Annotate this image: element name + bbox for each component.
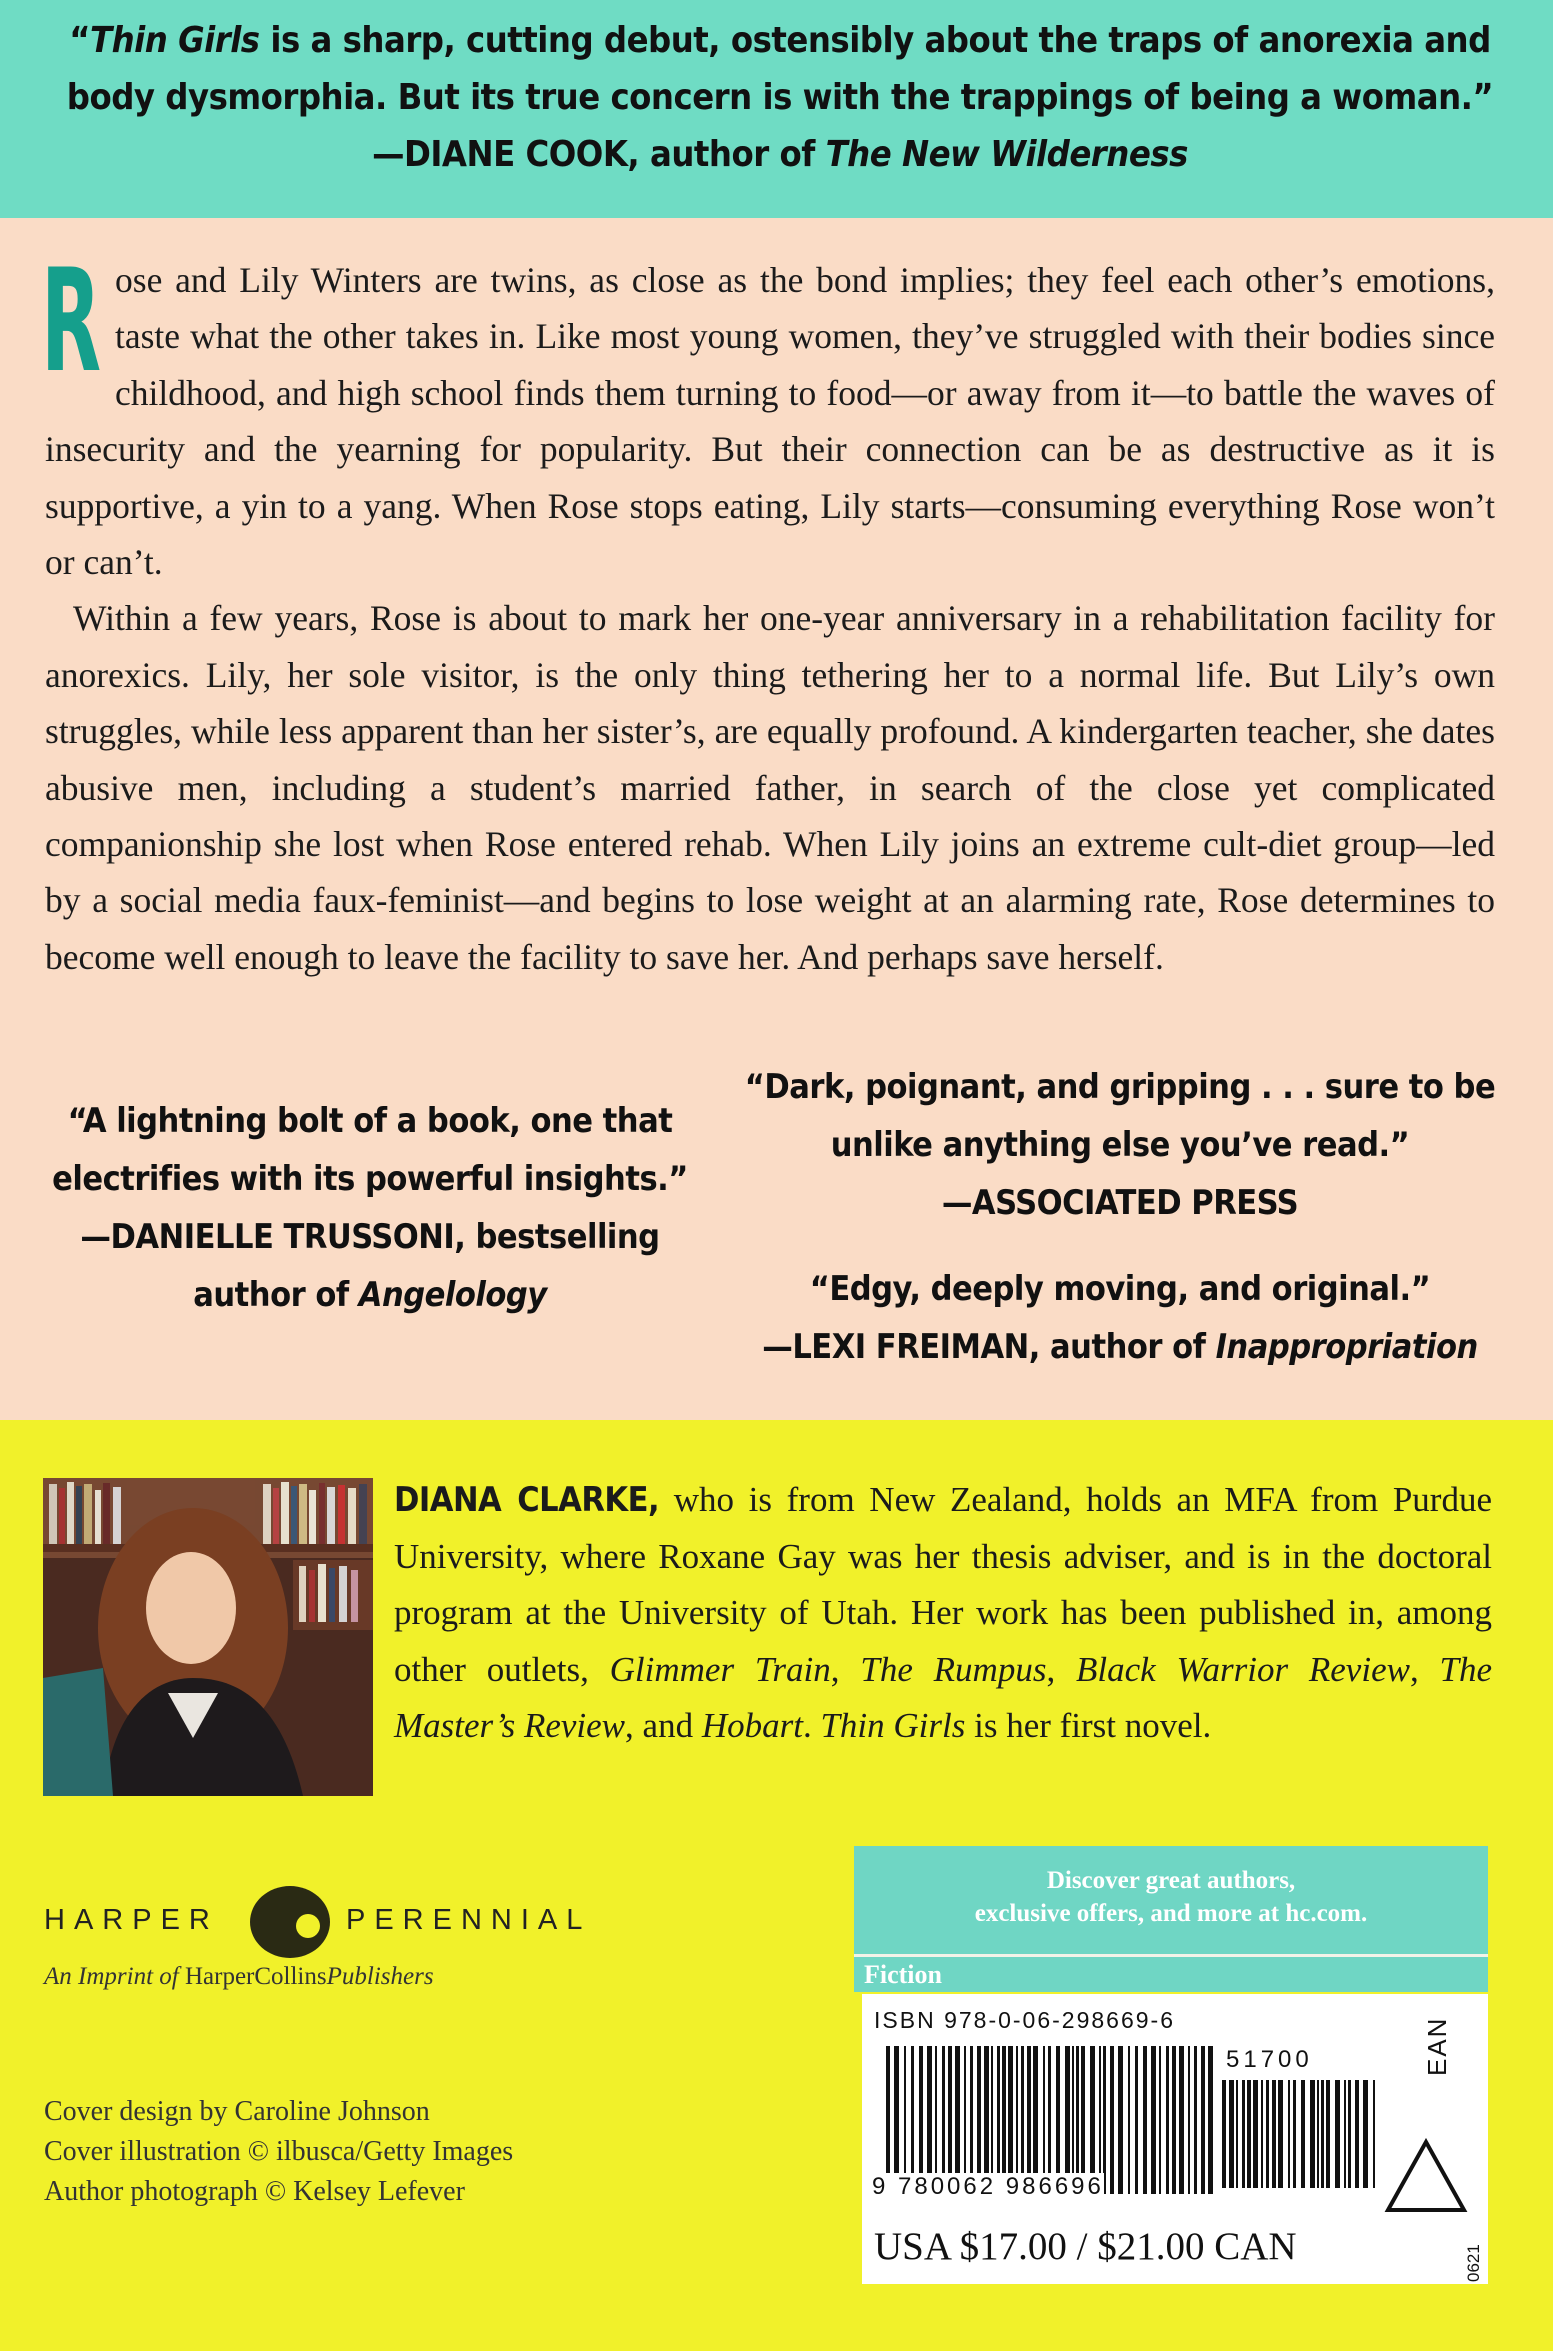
barcode-bar: [997, 2046, 1000, 2194]
quote-text: “A lightning bolt of a book, one that electrifies with its powerful insights.”: [52, 1101, 688, 1199]
author-name: DIANA CLARKE,: [394, 1480, 660, 1520]
author-photo-illustration: [43, 1478, 373, 1796]
barcode-digits: 9 780062 986696: [872, 2173, 1104, 2200]
barcode-bar: [1103, 2046, 1106, 2194]
barcode-bar: [1027, 2046, 1031, 2194]
barcode-bar: [1355, 2080, 1359, 2188]
quote-text: “Edgy, deeply moving, and original.”: [809, 1269, 1431, 1309]
price-text: USA $17.00 / $21.00 CAN: [874, 2225, 1297, 2268]
barcode-bar: [911, 2046, 914, 2194]
book-title: Thin Girls: [820, 1706, 966, 1745]
paragraph-1-text: ose and Lily Winters are twins, as close as the bond implies; they feel each other’s emotions, taste what the other takes in. Like most young women, they’ve struggled with their bodies since childhood, and high school finds them turning to food—or away from it—to battle the waves of insecurity and the yearning for popularity. But their connection can be as destructive as it is supportive, a yin to a yang. When Rose stops eating, Lily starts—consuming everything Rose won’t or can’t.: [45, 260, 1495, 583]
logo-word-harper: HARPER: [44, 1904, 219, 1936]
barcode-bar: [1363, 2080, 1368, 2188]
author-photo: [43, 1478, 373, 1796]
bio-text: is her first novel.: [965, 1706, 1212, 1745]
bio-separator: , and: [625, 1706, 702, 1745]
barcode-bar: [1135, 2046, 1138, 2194]
review-quote-freiman: [740, 1260, 1500, 1376]
perennial-seed-icon: [250, 1882, 334, 1960]
quote-attribution: —LEXI FREIMAN, author of: [762, 1327, 1216, 1367]
barcode-bar: [1179, 2046, 1184, 2194]
author-bio: [394, 1472, 1492, 1755]
imprint-publisher: HarperCollins: [184, 1963, 327, 1990]
drop-cap: R: [41, 239, 102, 404]
cover-credits: [44, 2092, 513, 2212]
isbn-barcode: [884, 2046, 1214, 2194]
barcode-bar: [1310, 2080, 1315, 2188]
publisher-logo: [44, 1882, 654, 1962]
barcode-bar: [1348, 2080, 1351, 2188]
attribution-book-title: The New Wilderness: [825, 134, 1188, 175]
bio-separator: .: [802, 1706, 821, 1745]
barcode-bar: [1373, 2080, 1375, 2188]
barcode-bar: [894, 2046, 899, 2194]
ean-label: EAN: [1422, 2016, 1452, 2076]
publication-title: Glimmer Train: [609, 1649, 831, 1689]
barcode-bar: [970, 2046, 973, 2194]
bio-separator: ,: [830, 1649, 861, 1689]
barcode-bar: [1065, 2046, 1070, 2194]
bio-separator: ,: [1046, 1649, 1077, 1689]
quote-attribution: —ASSOCIATED PRESS: [941, 1183, 1299, 1223]
barcode-bar: [1090, 2046, 1095, 2194]
barcode-bar: [1172, 2046, 1176, 2194]
barcode-bar: [1016, 2046, 1018, 2194]
bio-text: who is from New Zealand, holds an MFA from Purdue University, where Roxane Gay was her thesis adviser, and is in the doctoral program at the University of Utah. Her work has been published in, among other outlets,: [394, 1480, 1492, 1689]
barcode-bar: [942, 2046, 945, 2194]
barcode-bar: [1008, 2046, 1013, 2194]
barcode-bar: [1151, 2046, 1156, 2194]
quote-attribution: —DANIELLE TRUSSONI, bestselling author of: [80, 1217, 660, 1315]
barcode-bar: [1002, 2046, 1006, 2194]
barcode-bar: [1194, 2046, 1197, 2194]
barcode-bar: [1261, 2080, 1263, 2188]
review-quote-ap: [740, 1058, 1500, 1232]
barcode-bar: [955, 2046, 960, 2194]
barcode-bar: [1293, 2080, 1296, 2188]
barcode-bar: [886, 2046, 890, 2194]
review-quote-trussoni: [40, 1092, 700, 1324]
promo-box: [854, 1846, 1488, 1954]
category-label: Fiction: [854, 1954, 1488, 1992]
barcode-bar: [1247, 2080, 1251, 2188]
attribution-book-title: Inappropriation: [1215, 1327, 1478, 1367]
barcode-bar: [904, 2046, 906, 2194]
imprint-text: Publishers: [326, 1963, 434, 1990]
logo-word-perennial: PERENNIAL: [346, 1904, 592, 1936]
description-paragraph-1: [41, 239, 1495, 590]
barcode-bar: [1208, 2046, 1213, 2194]
barcode-bar: [1166, 2046, 1169, 2194]
barcode-bar: [1048, 2046, 1051, 2194]
print-code: 0621: [1464, 2244, 1483, 2282]
barcode-bar: [1288, 2080, 1290, 2188]
open-quote: “: [69, 20, 90, 61]
barcode-bar: [1344, 2080, 1346, 2188]
attribution-book-title: Angelology: [358, 1275, 547, 1315]
barcode-bar: [964, 2046, 966, 2194]
barcode-bar: [1072, 2046, 1074, 2194]
barcode-bar: [1229, 2080, 1234, 2188]
credit-line: Author photograph © Kelsey Lefever: [44, 2176, 465, 2207]
publication-title: The Master’s Review: [394, 1649, 1493, 1745]
barcode-bar: [1118, 2046, 1123, 2194]
barcode-bar: [1301, 2080, 1305, 2188]
barcode-bar: [1321, 2080, 1324, 2188]
quote-text: is a sharp, cutting debut, ostensibly about the traps of anorexia and body dysmorphia. But its true concern is with the trappings of being a woman.”: [66, 20, 1494, 118]
barcode-bar: [948, 2046, 952, 2194]
publication-title: The Rumpus: [860, 1649, 1047, 1689]
top-review-quote: [60, 12, 1500, 183]
barcode-bar: [1081, 2046, 1085, 2194]
credit-line: Cover design by Caroline Johnson: [44, 2096, 430, 2127]
quote-book-title: Thin Girls: [89, 20, 260, 61]
face: [146, 1552, 236, 1664]
barcode-bar: [1278, 2080, 1283, 2188]
barcode-bar: [1317, 2080, 1319, 2188]
barcode-bar: [1201, 2046, 1205, 2194]
isbn-text: ISBN 978-0-06-298669-6: [874, 2007, 1175, 2033]
barcode-bar: [1188, 2046, 1190, 2194]
book-description: [41, 239, 1495, 985]
publication-title: Hobart: [701, 1706, 803, 1745]
barcode-bar: [927, 2046, 932, 2194]
barcode-bar: [1222, 2080, 1226, 2188]
publication-title: Black Warrior Review: [1076, 1649, 1410, 1689]
barcode-bar: [1159, 2046, 1161, 2194]
barcode-bar: [1099, 2046, 1101, 2194]
barcode-bar: [1266, 2080, 1269, 2188]
promo-line: exclusive offers, and more at hc.com.: [974, 1900, 1368, 1927]
barcode-bar: [1021, 2046, 1024, 2194]
barcode-bar: [1242, 2080, 1245, 2188]
barcode-bar: [1335, 2080, 1340, 2188]
imprint-text: An Imprint of: [44, 1963, 185, 1990]
description-paragraph-2: Within a few years, Rose is about to mark her one-year anniversary in a rehabilitation facility for anorexics. Lily, her sole visitor, is the only thing tethering her to a normal life. But Lily’s own struggles, while less apparent than her sister’s, are equally profound. A kindergarten teacher, she dates abusive men, including a student’s married father, in search of the close yet complicated companionship she lost when Rose entered rehab. When Lily joins an extreme cult-diet group—led by a social media faux-feminist—and begins to lose weight at an alarming rate, Rose determines to become well enough to leave the facility to save her. And perhaps save herself.: [45, 598, 1495, 977]
barcode-bar: [1076, 2046, 1079, 2194]
imprint-line: [44, 1963, 434, 1991]
barcode-bar: [984, 2046, 989, 2194]
barcode-bar: [935, 2046, 937, 2194]
barcode-bar: [1128, 2046, 1130, 2194]
quote-attribution: —DIANE COOK, author of: [372, 134, 826, 175]
barcode-bar: [977, 2046, 981, 2194]
barcode-bar: [991, 2046, 993, 2194]
barcode-bar: [1043, 2046, 1045, 2194]
barcode-bar: [919, 2046, 923, 2194]
addon-barcode: [1220, 2080, 1380, 2188]
bio-separator: ,: [1409, 1649, 1440, 1689]
promo-line: Discover great authors,: [1046, 1867, 1296, 1894]
barcode-bar: [1033, 2046, 1038, 2194]
quote-text: “Dark, poignant, and gripping . . . sure to be unlike anything else you’ve read.”: [744, 1067, 1496, 1165]
barcode-bar: [1143, 2046, 1147, 2194]
addon-digits: 51700: [1226, 2046, 1313, 2073]
barcode-bar: [1253, 2080, 1258, 2188]
barcode-bar: [1272, 2080, 1276, 2188]
barcode-bar: [1236, 2080, 1238, 2188]
barcode-bar: [1326, 2080, 1330, 2188]
barcode-panel: [854, 1846, 1488, 2292]
barcode-bar: [1056, 2046, 1060, 2194]
barcode-bar: [1110, 2046, 1114, 2194]
credit-line: Cover illustration © ilbusca/Getty Images: [44, 2136, 514, 2167]
triangle-icon: [1384, 2138, 1468, 2214]
